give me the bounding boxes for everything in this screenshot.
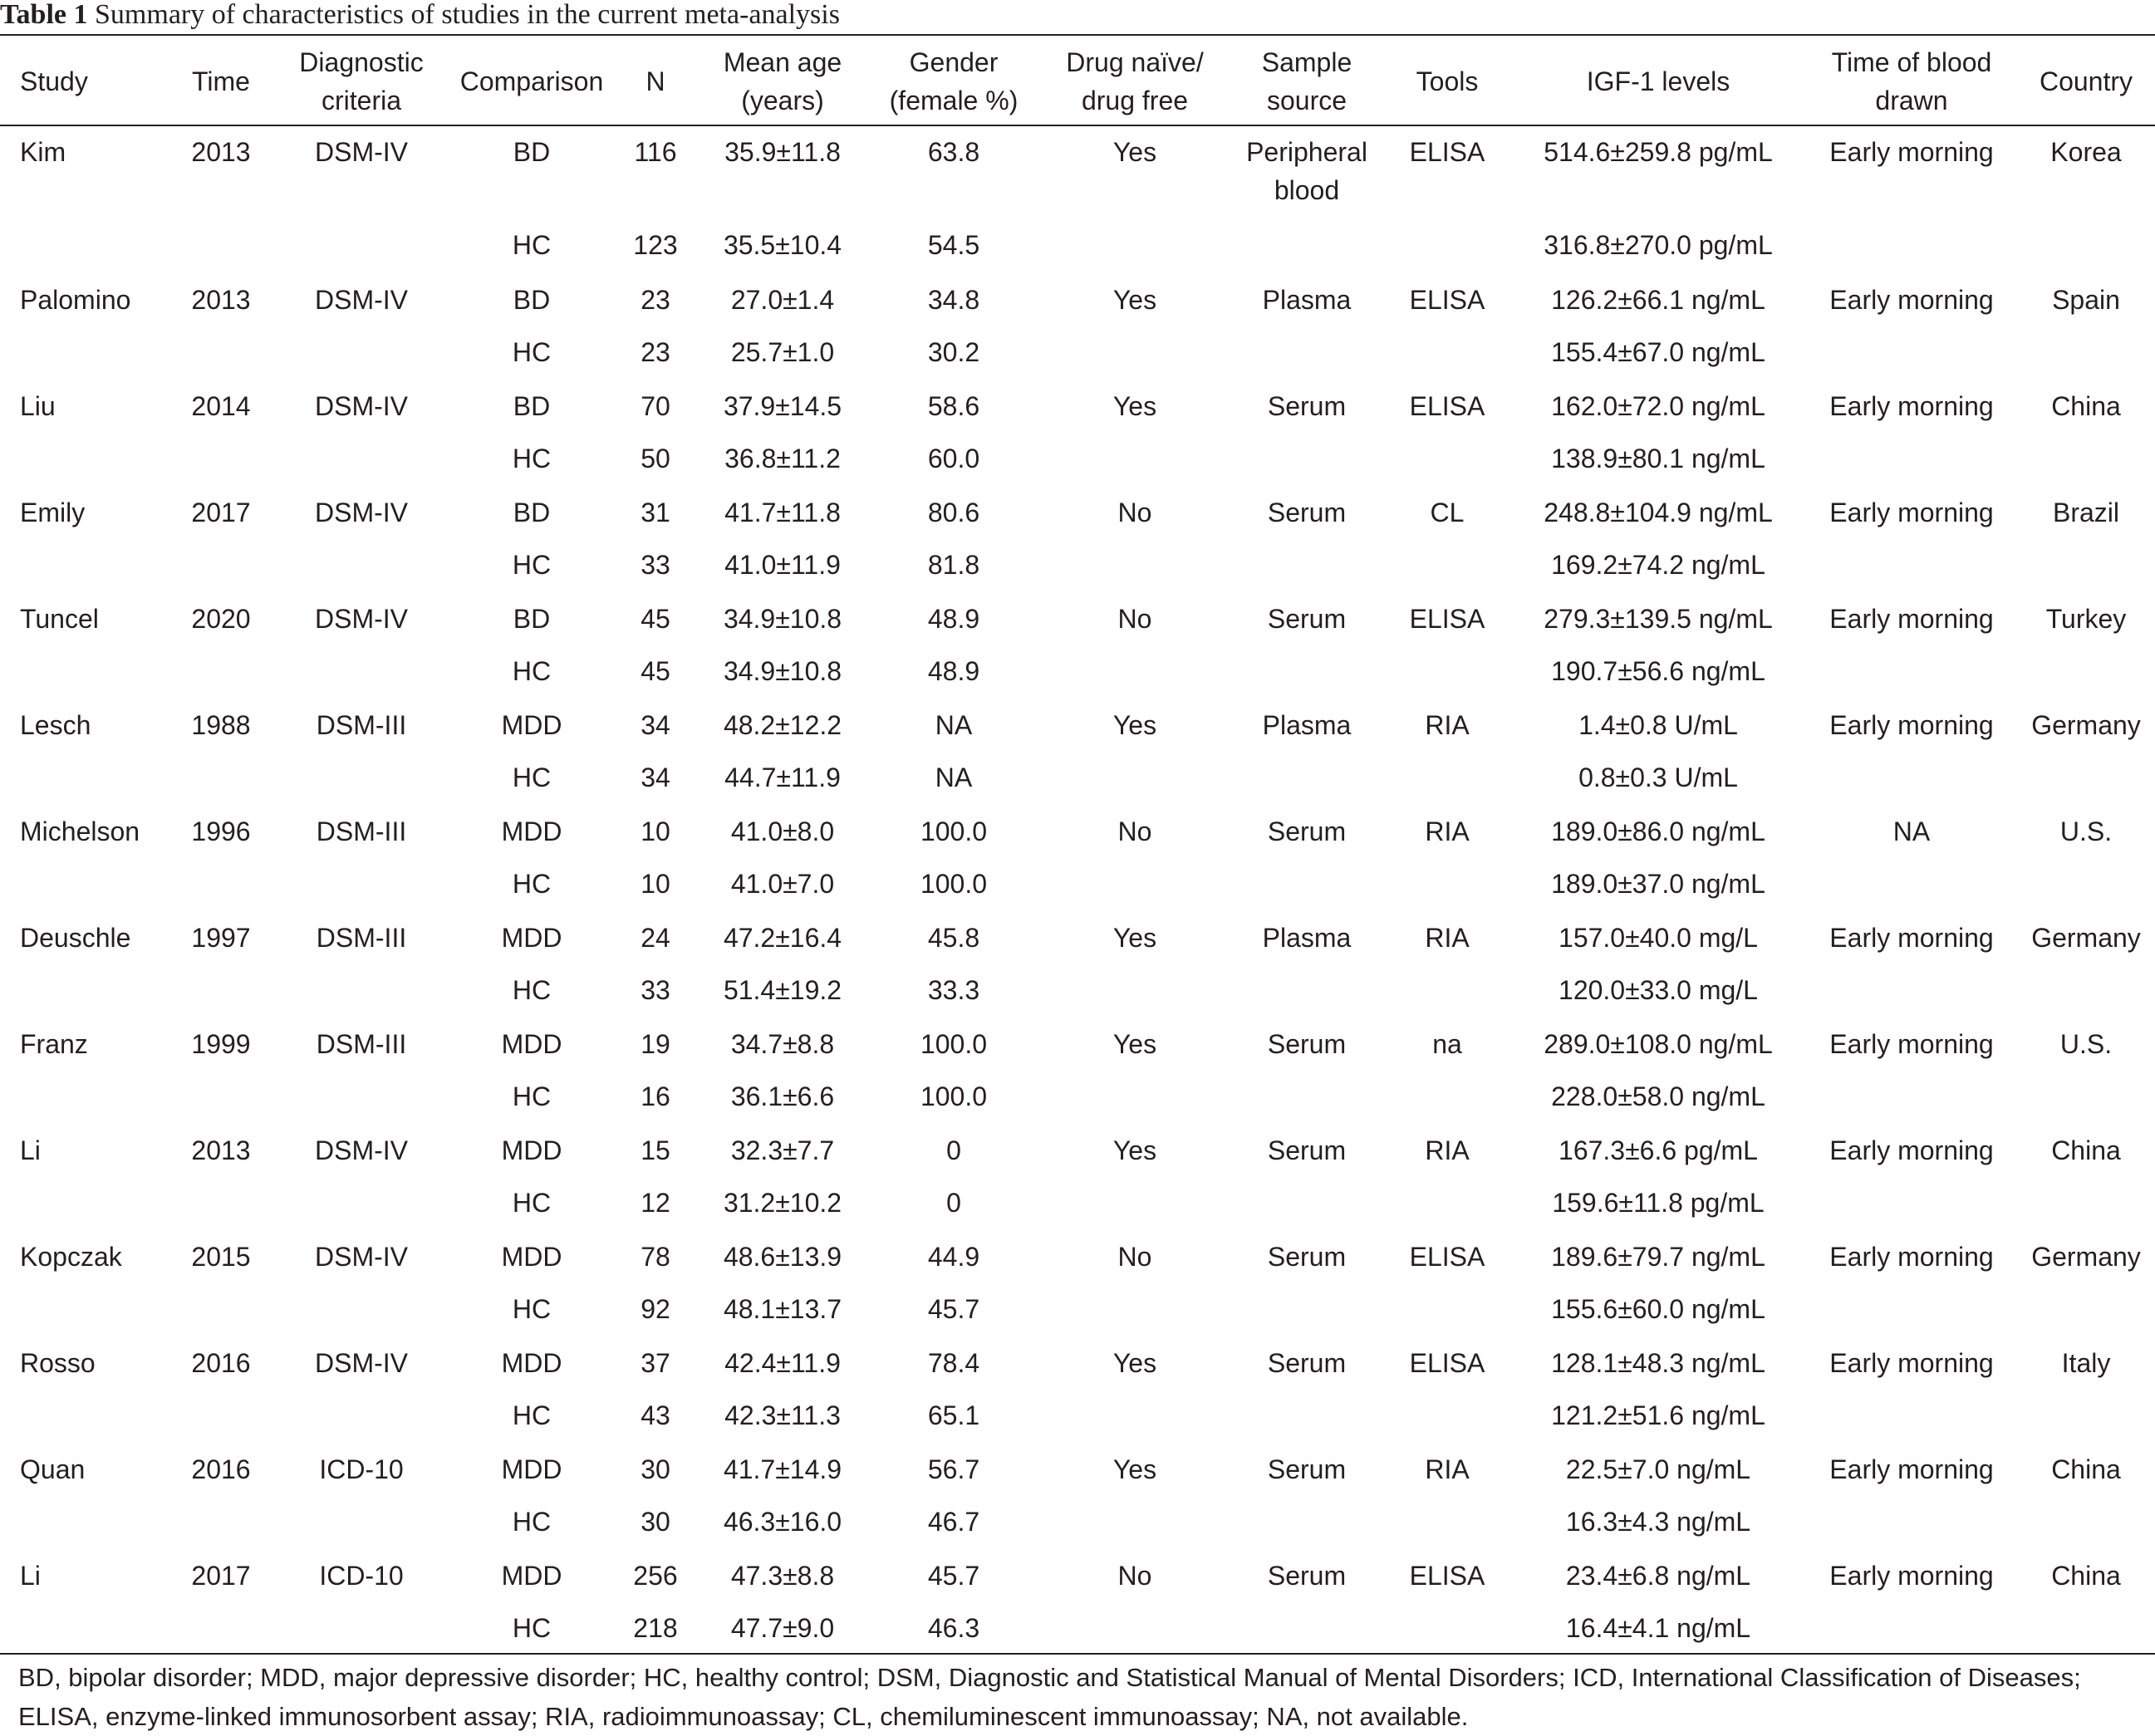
cell-igf1-levels: 126.2±66.1 ng/mL bbox=[1551, 285, 1765, 315]
cell-igf1-levels: 189.6±79.7 ng/mL bbox=[1551, 1242, 1765, 1272]
header-sample-source-line1: Sample bbox=[1261, 47, 1352, 77]
cell-country: Spain bbox=[2052, 285, 2120, 315]
cell-mean-age: 25.7±1.0 bbox=[730, 337, 835, 367]
cell-mean-age: 35.9±11.8 bbox=[724, 137, 841, 167]
cell-n: 30 bbox=[641, 1454, 670, 1484]
cell-drug-naive: Yes bbox=[1112, 1348, 1157, 1378]
cell-igf1-levels: 248.8±104.9 ng/mL bbox=[1544, 498, 1773, 527]
cell-time-of-blood-drawn: Early morning bbox=[1829, 1561, 1994, 1591]
header-gender-line2: (female %) bbox=[889, 86, 1019, 115]
header-time-of-blood-drawn-line1: Time of blood bbox=[1831, 47, 1992, 77]
cell-tools: ELISA bbox=[1409, 137, 1485, 167]
cell-n: 256 bbox=[633, 1561, 678, 1591]
cell-comparison: MDD bbox=[501, 1135, 562, 1165]
cell-tools: RIA bbox=[1425, 710, 1470, 740]
cell-tools: RIA bbox=[1425, 1454, 1470, 1484]
cell-n: 70 bbox=[641, 391, 670, 421]
table-bottom-rule bbox=[0, 1653, 2155, 1655]
cell-comparison: HC bbox=[512, 1188, 552, 1218]
cell-comparison: HC bbox=[512, 1613, 552, 1643]
cell-n: 33 bbox=[641, 975, 670, 1005]
cell-time: 1988 bbox=[191, 710, 251, 740]
cell-n: 50 bbox=[641, 444, 670, 473]
cell-country: U.S. bbox=[2059, 817, 2113, 846]
header-n-line1: N bbox=[646, 66, 665, 96]
cell-comparison: MDD bbox=[501, 1242, 562, 1272]
cell-country: U.S. bbox=[2059, 1029, 2113, 1059]
cell-diagnostic-criteria: DSM-IV bbox=[315, 1348, 408, 1378]
header-sample-source-line2: source bbox=[1266, 86, 1347, 115]
cell-sample-source: Peripheral blood bbox=[1246, 137, 1367, 205]
cell-mean-age: 31.2±10.2 bbox=[723, 1188, 842, 1218]
cell-n: 23 bbox=[641, 337, 670, 367]
table-top-rule bbox=[0, 34, 2155, 36]
cell-mean-age: 34.9±10.8 bbox=[723, 604, 842, 634]
cell-study: Liu bbox=[20, 391, 56, 421]
cell-comparison: HC bbox=[512, 1081, 552, 1111]
cell-mean-age: 41.0±8.0 bbox=[730, 817, 835, 846]
cell-sample-source: Serum bbox=[1267, 1561, 1347, 1591]
cell-mean-age: 41.0±7.0 bbox=[730, 869, 835, 899]
header-drug-naive bbox=[1066, 43, 1203, 120]
cell-gender: 48.9 bbox=[927, 604, 980, 634]
header-time-of-blood-drawn bbox=[1832, 43, 1992, 120]
cell-country: China bbox=[2051, 391, 2121, 421]
header-igf1-levels-line1: IGF-1 levels bbox=[1586, 66, 1730, 96]
cell-igf1-levels: 189.0±37.0 ng/mL bbox=[1551, 869, 1765, 899]
cell-tools: ELISA bbox=[1409, 1561, 1485, 1591]
cell-sample-source: Serum bbox=[1267, 1454, 1347, 1484]
header-drug-naive-line2: drug free bbox=[1081, 86, 1189, 115]
header-study bbox=[20, 62, 88, 101]
cell-time-of-blood-drawn: Early morning bbox=[1829, 923, 1994, 953]
cell-diagnostic-criteria: DSM-IV bbox=[315, 1242, 408, 1272]
cell-mean-age: 47.7±9.0 bbox=[730, 1613, 835, 1643]
table-caption bbox=[0, 0, 840, 33]
cell-n: 34 bbox=[641, 763, 670, 792]
cell-igf1-levels: 189.0±86.0 ng/mL bbox=[1551, 817, 1765, 846]
cell-igf1-levels: 120.0±33.0 mg/L bbox=[1559, 975, 1758, 1005]
cell-igf1-levels: 138.9±80.1 ng/mL bbox=[1551, 444, 1765, 473]
cell-drug-naive: No bbox=[1117, 604, 1152, 634]
cell-comparison: MDD bbox=[501, 710, 562, 740]
header-mean-age bbox=[724, 43, 842, 120]
cell-mean-age: 47.3±8.8 bbox=[730, 1561, 835, 1591]
cell-mean-age: 42.4±11.9 bbox=[724, 1348, 841, 1378]
cell-sample-source: Plasma bbox=[1262, 923, 1352, 953]
cell-mean-age: 41.7±14.9 bbox=[723, 1454, 842, 1484]
cell-n: 16 bbox=[641, 1081, 670, 1111]
header-igf1-levels bbox=[1587, 62, 1730, 101]
cell-igf1-levels: 22.5±7.0 ng/mL bbox=[1565, 1454, 1751, 1484]
cell-drug-naive: No bbox=[1117, 1561, 1152, 1591]
cell-gender: 46.7 bbox=[927, 1507, 980, 1537]
cell-n: 45 bbox=[641, 604, 670, 634]
cell-diagnostic-criteria: ICD-10 bbox=[319, 1561, 404, 1591]
cell-mean-age: 51.4±19.2 bbox=[723, 975, 842, 1005]
cell-igf1-levels: 1.4±0.8 U/mL bbox=[1578, 710, 1738, 740]
cell-diagnostic-criteria: DSM-III bbox=[316, 923, 407, 953]
cell-sample-source: Serum bbox=[1267, 1348, 1347, 1378]
cell-time: 2016 bbox=[191, 1348, 251, 1378]
cell-time: 2013 bbox=[191, 137, 251, 167]
cell-time-of-blood-drawn: Early morning bbox=[1829, 1242, 1994, 1272]
cell-time: 2020 bbox=[191, 604, 251, 634]
cell-sample-source: Plasma bbox=[1262, 285, 1352, 315]
header-comparison bbox=[460, 62, 604, 101]
cell-gender: NA bbox=[935, 763, 973, 792]
cell-n: 34 bbox=[641, 710, 670, 740]
cell-n: 78 bbox=[641, 1242, 670, 1272]
cell-study: Kim bbox=[20, 137, 66, 167]
cell-time-of-blood-drawn: NA bbox=[1892, 817, 1931, 846]
cell-country: Germany bbox=[2031, 710, 2141, 740]
header-mean-age-line1: Mean age bbox=[723, 47, 842, 77]
cell-sample-source: Serum bbox=[1267, 1135, 1347, 1165]
cell-time-of-blood-drawn: Early morning bbox=[1829, 604, 1994, 634]
table-footnote: BD, bipolar disorder; MDD, major depressive disorder; HC, healthy control; DSM, Diagnostic and Statistical Manual of Mental Disorders; ICD, International Classification of Diseases; ELISA, enzyme-linked immunosorbent assay; RIA, radioimmunoassay; CL, chemiluminescent immunoassay; NA, not available. bbox=[18, 1663, 2081, 1731]
cell-diagnostic-criteria: DSM-IV bbox=[315, 1135, 408, 1165]
cell-comparison: MDD bbox=[501, 817, 562, 846]
cell-sample-source: Serum bbox=[1267, 817, 1347, 846]
cell-study: Palomino bbox=[20, 285, 131, 315]
cell-comparison: BD bbox=[513, 285, 551, 315]
cell-mean-age: 34.9±10.8 bbox=[723, 656, 842, 686]
cell-tools: RIA bbox=[1425, 1135, 1470, 1165]
cell-study: Lesch bbox=[20, 710, 91, 740]
cell-mean-age: 46.3±16.0 bbox=[723, 1507, 842, 1537]
cell-time: 2013 bbox=[191, 285, 251, 315]
cell-tools: ELISA bbox=[1409, 604, 1485, 634]
cell-diagnostic-criteria: DSM-III bbox=[316, 817, 407, 846]
header-comparison-line1: Comparison bbox=[459, 66, 604, 96]
cell-drug-naive: Yes bbox=[1112, 137, 1157, 167]
cell-time: 2017 bbox=[191, 498, 251, 527]
cell-n: 45 bbox=[641, 656, 670, 686]
cell-mean-age: 41.0±11.9 bbox=[724, 550, 841, 580]
cell-igf1-levels: 0.8±0.3 U/mL bbox=[1578, 763, 1738, 792]
cell-sample-source: Serum bbox=[1267, 391, 1347, 421]
table-caption-label: Table 1 bbox=[0, 0, 88, 30]
cell-time: 2017 bbox=[191, 1561, 251, 1591]
cell-gender: 78.4 bbox=[927, 1348, 980, 1378]
cell-igf1-levels: 155.6±60.0 ng/mL bbox=[1551, 1294, 1765, 1324]
cell-time-of-blood-drawn: Early morning bbox=[1829, 1348, 1994, 1378]
cell-country: Turkey bbox=[2045, 604, 2127, 634]
cell-comparison: HC bbox=[512, 1507, 552, 1537]
cell-gender: 0 bbox=[946, 1188, 961, 1218]
header-diagnostic-criteria-line1: Diagnostic bbox=[299, 47, 424, 77]
cell-comparison: HC bbox=[512, 444, 552, 473]
cell-study: Kopczak bbox=[20, 1242, 122, 1272]
cell-study: Tuncel bbox=[20, 604, 99, 634]
cell-n: 24 bbox=[641, 923, 670, 953]
cell-igf1-levels: 316.8±270.0 pg/mL bbox=[1544, 230, 1773, 260]
cell-gender: 58.6 bbox=[927, 391, 980, 421]
cell-country: Brazil bbox=[2052, 498, 2120, 527]
cell-igf1-levels: 169.2±74.2 ng/mL bbox=[1551, 550, 1765, 580]
cell-mean-age: 48.6±13.9 bbox=[723, 1242, 842, 1272]
cell-time-of-blood-drawn: Early morning bbox=[1829, 710, 1994, 740]
cell-time-of-blood-drawn: Early morning bbox=[1829, 1454, 1994, 1484]
cell-study: Quan bbox=[20, 1454, 86, 1484]
cell-study: Li bbox=[20, 1135, 41, 1165]
cell-tools: na bbox=[1432, 1029, 1462, 1059]
cell-time: 2014 bbox=[191, 391, 251, 421]
cell-gender: 30.2 bbox=[927, 337, 980, 367]
cell-time: 1996 bbox=[191, 817, 251, 846]
cell-mean-age: 41.7±11.8 bbox=[724, 498, 841, 527]
cell-study: Deuschle bbox=[20, 923, 131, 953]
cell-igf1-levels: 279.3±139.5 ng/mL bbox=[1544, 604, 1773, 634]
header-time bbox=[192, 62, 250, 101]
cell-comparison: MDD bbox=[501, 1348, 562, 1378]
cell-tools: RIA bbox=[1425, 817, 1470, 846]
header-country-line1: Country bbox=[2039, 66, 2133, 96]
cell-mean-age: 35.5±10.4 bbox=[723, 230, 842, 260]
cell-study: Franz bbox=[20, 1029, 88, 1059]
cell-tools: ELISA bbox=[1409, 1242, 1485, 1272]
cell-comparison: HC bbox=[512, 337, 552, 367]
cell-tools: ELISA bbox=[1409, 285, 1485, 315]
cell-gender: 48.9 bbox=[927, 656, 980, 686]
cell-igf1-levels: 155.4±67.0 ng/mL bbox=[1551, 337, 1765, 367]
cell-sample-source: Serum bbox=[1267, 1029, 1347, 1059]
cell-n: 31 bbox=[641, 498, 670, 527]
cell-diagnostic-criteria: DSM-IV bbox=[315, 604, 408, 634]
cell-time: 1999 bbox=[191, 1029, 251, 1059]
cell-mean-age: 44.7±11.9 bbox=[724, 763, 841, 792]
cell-gender: 63.8 bbox=[927, 137, 980, 167]
cell-comparison: MDD bbox=[501, 923, 562, 953]
cell-n: 92 bbox=[641, 1294, 670, 1324]
cell-diagnostic-criteria: DSM-IV bbox=[315, 391, 408, 421]
header-diagnostic-criteria bbox=[299, 43, 423, 120]
cell-study: Emily bbox=[20, 498, 86, 527]
cell-igf1-levels: 16.3±4.3 ng/mL bbox=[1565, 1507, 1751, 1537]
cell-mean-age: 48.1±13.7 bbox=[723, 1294, 842, 1324]
cell-tools: ELISA bbox=[1409, 1348, 1485, 1378]
cell-time: 1997 bbox=[191, 923, 251, 953]
cell-n: 37 bbox=[641, 1348, 670, 1378]
header-time-of-blood-drawn-line2: drawn bbox=[1875, 86, 1948, 115]
cell-country: Korea bbox=[2050, 137, 2122, 167]
cell-mean-age: 48.2±12.2 bbox=[723, 710, 842, 740]
cell-n: 116 bbox=[634, 137, 677, 167]
cell-comparison: BD bbox=[513, 391, 551, 421]
cell-gender: 33.3 bbox=[927, 975, 980, 1005]
cell-time: 2015 bbox=[191, 1242, 251, 1272]
cell-comparison: MDD bbox=[501, 1454, 562, 1484]
cell-sample-source: Serum bbox=[1267, 604, 1347, 634]
cell-mean-age: 37.9±14.5 bbox=[723, 391, 842, 421]
cell-sample-source: Plasma bbox=[1262, 710, 1352, 740]
header-diagnostic-criteria-line2: criteria bbox=[321, 86, 401, 115]
cell-time: 2013 bbox=[191, 1135, 251, 1165]
header-tools-line1: Tools bbox=[1416, 66, 1479, 96]
cell-gender: 80.6 bbox=[927, 498, 980, 527]
cell-country: China bbox=[2051, 1135, 2121, 1165]
cell-comparison: BD bbox=[513, 604, 551, 634]
cell-mean-age: 34.7±8.8 bbox=[730, 1029, 835, 1059]
cell-diagnostic-criteria: DSM-IV bbox=[315, 137, 408, 167]
cell-time-of-blood-drawn: Early morning bbox=[1829, 391, 1994, 421]
cell-mean-age: 36.1±6.6 bbox=[730, 1081, 835, 1111]
cell-comparison: HC bbox=[512, 230, 552, 260]
cell-diagnostic-criteria: DSM-IV bbox=[315, 285, 408, 315]
cell-gender: 100.0 bbox=[920, 817, 988, 846]
cell-country: Germany bbox=[2031, 1242, 2141, 1272]
cell-gender: 34.8 bbox=[927, 285, 980, 315]
cell-n: 10 bbox=[641, 869, 670, 899]
cell-time-of-blood-drawn: Early morning bbox=[1829, 137, 1994, 167]
cell-tools: CL bbox=[1430, 498, 1465, 527]
cell-n: 123 bbox=[633, 230, 678, 260]
cell-n: 23 bbox=[641, 285, 670, 315]
cell-gender: 54.5 bbox=[927, 230, 980, 260]
cell-igf1-levels: 514.6±259.8 pg/mL bbox=[1544, 137, 1773, 167]
cell-study: Rosso bbox=[20, 1348, 96, 1378]
cell-gender: 45.8 bbox=[927, 923, 980, 953]
cell-country: Italy bbox=[2061, 1348, 2111, 1378]
cell-comparison: HC bbox=[512, 1294, 552, 1324]
cell-igf1-levels: 167.3±6.6 pg/mL bbox=[1559, 1135, 1758, 1165]
cell-comparison: HC bbox=[512, 763, 552, 792]
cell-mean-age: 32.3±7.7 bbox=[730, 1135, 835, 1165]
cell-n: 33 bbox=[641, 550, 670, 580]
cell-study: Li bbox=[20, 1561, 41, 1591]
header-gender-line1: Gender bbox=[909, 47, 999, 77]
cell-n: 19 bbox=[641, 1029, 670, 1059]
cell-diagnostic-criteria: DSM-III bbox=[316, 710, 407, 740]
cell-time-of-blood-drawn: Early morning bbox=[1829, 1135, 1994, 1165]
header-sample-source bbox=[1262, 43, 1352, 120]
cell-drug-naive: Yes bbox=[1112, 1029, 1157, 1059]
cell-country: China bbox=[2051, 1454, 2121, 1484]
cell-sample-source: Serum bbox=[1267, 1242, 1347, 1272]
cell-drug-naive: Yes bbox=[1112, 1454, 1157, 1484]
cell-comparison: HC bbox=[512, 656, 552, 686]
cell-mean-age: 27.0±1.4 bbox=[730, 285, 835, 315]
cell-gender: 100.0 bbox=[920, 869, 988, 899]
table-header-rule bbox=[0, 125, 2155, 126]
cell-gender: 46.3 bbox=[927, 1613, 980, 1643]
cell-drug-naive: Yes bbox=[1112, 710, 1157, 740]
cell-igf1-levels: 190.7±56.6 ng/mL bbox=[1551, 656, 1765, 686]
cell-diagnostic-criteria: DSM-III bbox=[316, 1029, 407, 1059]
cell-drug-naive: Yes bbox=[1112, 285, 1157, 315]
header-time-line1: Time bbox=[192, 66, 250, 96]
cell-comparison: HC bbox=[512, 1400, 552, 1430]
header-mean-age-line2: (years) bbox=[741, 86, 824, 115]
cell-drug-naive: Yes bbox=[1112, 1135, 1157, 1165]
cell-igf1-levels: 128.1±48.3 ng/mL bbox=[1551, 1348, 1765, 1378]
cell-drug-naive: No bbox=[1117, 1242, 1152, 1272]
table-caption-text: Summary of characteristics of studies in the current meta-analysis bbox=[95, 0, 840, 30]
cell-gender: 56.7 bbox=[927, 1454, 980, 1484]
header-country bbox=[2040, 62, 2133, 101]
cell-time-of-blood-drawn: Early morning bbox=[1829, 498, 1994, 527]
header-tools bbox=[1416, 62, 1479, 101]
header-n bbox=[646, 62, 665, 101]
cell-igf1-levels: 23.4±6.8 ng/mL bbox=[1565, 1561, 1751, 1591]
cell-gender: 100.0 bbox=[920, 1029, 988, 1059]
cell-time-of-blood-drawn: Early morning bbox=[1829, 285, 1994, 315]
cell-mean-age: 42.3±11.3 bbox=[724, 1400, 841, 1430]
cell-n: 30 bbox=[641, 1507, 670, 1537]
cell-diagnostic-criteria: DSM-IV bbox=[315, 498, 408, 527]
cell-n: 15 bbox=[641, 1135, 670, 1165]
cell-gender: NA bbox=[935, 710, 973, 740]
cell-n: 43 bbox=[641, 1400, 670, 1430]
cell-mean-age: 47.2±16.4 bbox=[723, 923, 842, 953]
cell-drug-naive: Yes bbox=[1112, 391, 1157, 421]
cell-drug-naive: No bbox=[1117, 498, 1152, 527]
cell-igf1-levels: 289.0±108.0 ng/mL bbox=[1544, 1029, 1773, 1059]
cell-drug-naive: Yes bbox=[1112, 923, 1157, 953]
cell-sample-source: Serum bbox=[1267, 498, 1347, 527]
cell-tools: RIA bbox=[1425, 923, 1470, 953]
header-gender bbox=[890, 43, 1019, 120]
cell-comparison: HC bbox=[512, 869, 552, 899]
cell-gender: 0 bbox=[946, 1135, 961, 1165]
cell-comparison: BD bbox=[513, 498, 551, 527]
cell-study: Michelson bbox=[20, 817, 140, 846]
cell-country: Germany bbox=[2031, 923, 2141, 953]
cell-comparison: HC bbox=[512, 975, 552, 1005]
cell-igf1-levels: 121.2±51.6 ng/mL bbox=[1551, 1400, 1765, 1430]
cell-comparison: HC bbox=[512, 550, 552, 580]
cell-gender: 100.0 bbox=[920, 1081, 988, 1111]
cell-igf1-levels: 159.6±11.8 pg/mL bbox=[1552, 1188, 1765, 1218]
cell-mean-age: 36.8±11.2 bbox=[724, 444, 841, 473]
cell-time-of-blood-drawn: Early morning bbox=[1829, 1029, 1994, 1059]
cell-gender: 44.9 bbox=[927, 1242, 980, 1272]
cell-n: 10 bbox=[641, 817, 670, 846]
cell-igf1-levels: 228.0±58.0 ng/mL bbox=[1551, 1081, 1765, 1111]
cell-gender: 81.8 bbox=[927, 550, 980, 580]
cell-gender: 60.0 bbox=[927, 444, 980, 473]
cell-n: 218 bbox=[633, 1613, 678, 1643]
cell-n: 12 bbox=[641, 1188, 670, 1218]
cell-drug-naive: No bbox=[1117, 817, 1152, 846]
cell-igf1-levels: 157.0±40.0 mg/L bbox=[1559, 923, 1758, 953]
cell-tools: ELISA bbox=[1409, 391, 1485, 421]
cell-comparison: BD bbox=[513, 137, 551, 167]
cell-time: 2016 bbox=[191, 1454, 251, 1484]
header-drug-naive-line1: Drug naïve/ bbox=[1066, 47, 1204, 77]
cell-gender: 45.7 bbox=[927, 1294, 980, 1324]
cell-diagnostic-criteria: ICD-10 bbox=[319, 1454, 404, 1484]
cell-comparison: MDD bbox=[501, 1561, 562, 1591]
cell-gender: 45.7 bbox=[927, 1561, 980, 1591]
cell-igf1-levels: 162.0±72.0 ng/mL bbox=[1551, 391, 1765, 421]
cell-igf1-levels: 16.4±4.1 ng/mL bbox=[1565, 1613, 1751, 1643]
header-study-line1: Study bbox=[20, 66, 88, 96]
cell-comparison: MDD bbox=[501, 1029, 562, 1059]
cell-country: China bbox=[2051, 1561, 2121, 1591]
cell-gender: 65.1 bbox=[927, 1400, 980, 1430]
